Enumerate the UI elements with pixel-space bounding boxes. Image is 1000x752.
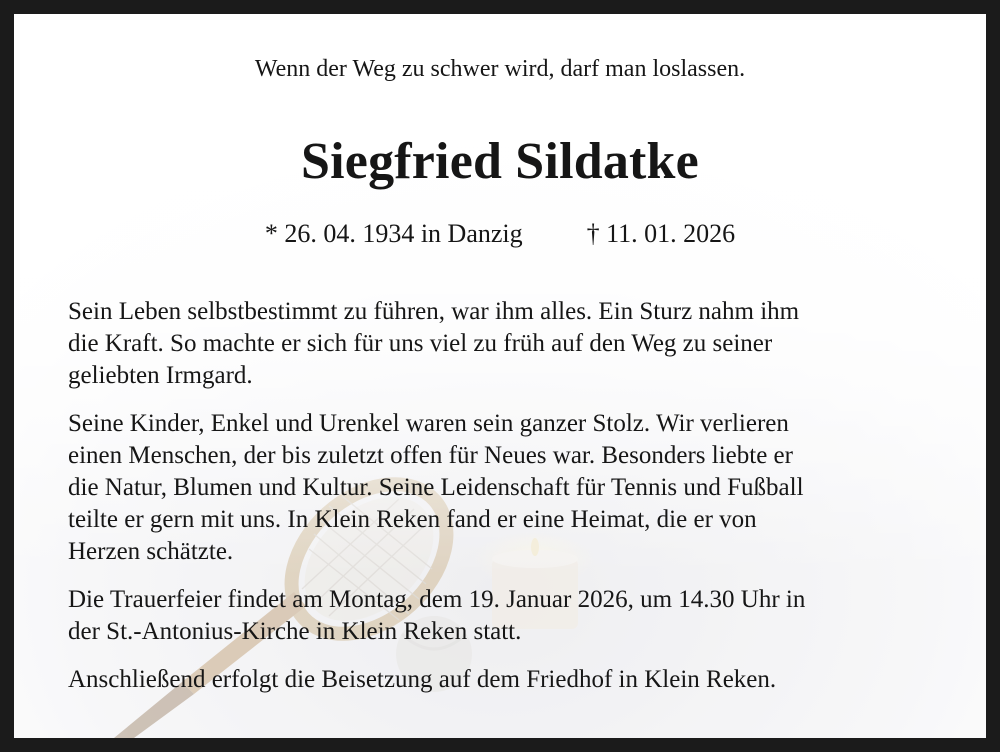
birth-date: * 26. 04. 1934 in Danzig [264,219,523,248]
paragraph-life [68,296,948,392]
text-line: die Kraft. So machte er sich für uns viel zu früh auf den Weg zu seiner [68,330,773,357]
notice-content [14,14,986,738]
text-line: Seine Kinder, Enkel und Urenkel waren sein ganzer Stolz. Wir verlieren [68,410,789,437]
text-line: geliebten Irmgard. [68,362,253,389]
paragraph-burial [68,664,948,696]
text-line: teilte er gern mit uns. In Klein Reken fand er eine Heimat, die er von [68,506,757,533]
paragraph-family [68,408,948,568]
motto: Wenn der Weg zu schwer wird, darf man loslassen. [254,56,746,82]
text-line: Sein Leben selbstbestimmt zu führen, war ihm alles. Ein Sturz nahm ihm [68,298,800,325]
death-date: † 11. 01. 2026 [586,219,736,248]
text-line: Anschließend erfolgt die Beisetzung auf dem Friedhof in Klein Reken. [68,666,777,693]
text-line: der St.-Antonius-Kirche in Klein Reken statt. [68,618,522,645]
text-line: Herzen schätzte. [68,538,234,565]
life-dates [14,219,986,249]
text-line: einen Menschen, der bis zuletzt offen für Neues war. Besonders liebte er [68,442,793,469]
deceased-name: Siegfried Sildatke [301,133,699,190]
text-line: die Natur, Blumen und Kultur. Seine Leidenschaft für Tennis und Fußball [68,474,804,501]
paragraph-funeral [68,584,948,648]
obituary-card [14,14,986,738]
text-line: Die Trauerfeier findet am Montag, dem 19. Januar 2026, um 14.30 Uhr in [68,586,806,613]
